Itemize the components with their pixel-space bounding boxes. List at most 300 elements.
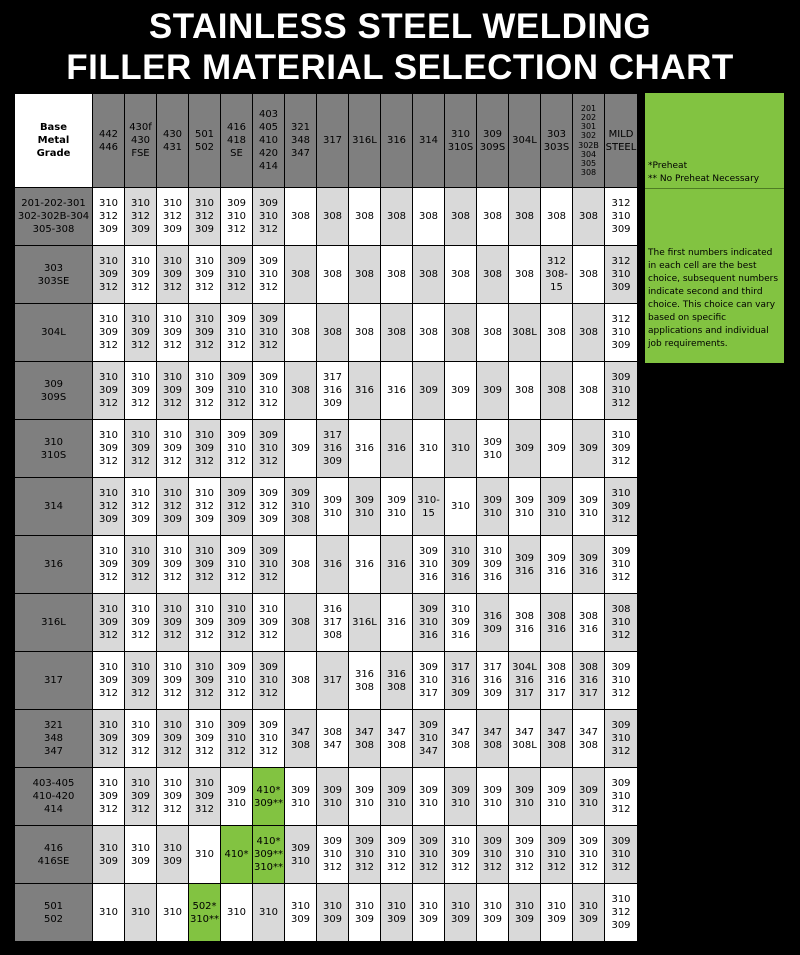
- filler-cell: [413, 246, 445, 304]
- filler-cell: [349, 362, 381, 420]
- filler-choice: 310: [514, 849, 535, 860]
- column-header-line: 308: [580, 168, 597, 178]
- filler-choice: 312: [258, 630, 279, 641]
- filler-choice: 312: [611, 514, 631, 525]
- filler-choice: 310: [450, 443, 471, 454]
- filler-cell: [285, 826, 317, 884]
- filler-cell: [605, 478, 638, 536]
- filler-choice: 312: [98, 630, 119, 641]
- filler-choice: 310: [386, 849, 407, 860]
- filler-choice: 309: [290, 842, 311, 854]
- filler-choice: 309: [386, 494, 407, 506]
- filler-cell: [285, 420, 317, 478]
- filler-cell: [413, 362, 445, 420]
- row-header-line: 321: [43, 720, 64, 731]
- filler-choice: 347: [354, 726, 375, 738]
- filler-choice: 310: [611, 327, 631, 338]
- filler-cell: [509, 478, 541, 536]
- filler-choice: 310: [162, 488, 183, 499]
- filler-cell: [189, 768, 221, 826]
- filler-cell: [157, 362, 189, 420]
- filler-choice: 310: [258, 604, 279, 615]
- column-header-line: 502: [194, 141, 215, 153]
- filler-cell: [445, 768, 477, 826]
- column-header: [573, 94, 605, 188]
- filler-choice: 316: [386, 617, 407, 628]
- filler-choice: 309: [258, 314, 279, 325]
- filler-choice: 310: [578, 900, 599, 912]
- filler-cell: [605, 768, 638, 826]
- filler-choice: 309: [354, 836, 375, 847]
- column-header-line: 201: [580, 103, 597, 113]
- filler-choice: 309: [130, 733, 151, 744]
- filler-choice: 309: [578, 552, 599, 564]
- row-header: [15, 768, 93, 826]
- filler-choice: 310: [578, 797, 599, 809]
- filler-choice: 310: [611, 733, 631, 744]
- filler-choice: 310: [258, 327, 279, 338]
- filler-cell: [605, 246, 638, 304]
- filler-choice: 312: [194, 211, 215, 222]
- filler-choice: 310: [130, 314, 151, 325]
- filler-choice: 310: [322, 507, 343, 519]
- filler-choice: 309: [611, 224, 631, 235]
- filler-cell: [413, 478, 445, 536]
- filler-cell: [477, 188, 509, 246]
- filler-choice: 310: [194, 849, 215, 860]
- column-header: [541, 94, 573, 188]
- filler-choice: 310: [130, 907, 151, 918]
- filler-choice: 310: [578, 849, 599, 860]
- filler-cell: [413, 536, 445, 594]
- filler-choice: 312: [98, 688, 119, 699]
- filler-cell: [285, 884, 317, 942]
- filler-cell: [93, 536, 125, 594]
- filler-choice: 312: [194, 804, 215, 815]
- filler-choice: 316: [354, 668, 375, 680]
- filler-cell: [381, 826, 413, 884]
- filler-choice: 310: [546, 797, 567, 809]
- filler-choice: 308: [546, 327, 567, 338]
- filler-cell: [125, 594, 157, 652]
- filler-cell: [285, 304, 317, 362]
- filler-choice: 310: [611, 791, 631, 802]
- filler-choice: 309: [418, 836, 439, 847]
- filler-cell: [477, 768, 509, 826]
- filler-cell: [573, 478, 605, 536]
- filler-cell: [509, 188, 541, 246]
- filler-choice: 309: [611, 662, 631, 673]
- filler-choice: 308: [514, 610, 535, 622]
- filler-choice: 310: [290, 501, 311, 512]
- filler-choice: 308: [450, 739, 471, 751]
- column-header: [189, 94, 221, 188]
- filler-choice: 309: [258, 514, 279, 525]
- filler-choice: 308: [290, 675, 311, 686]
- filler-choice: 309: [98, 675, 119, 686]
- filler-cell: [541, 536, 573, 594]
- filler-choice: 310: [386, 797, 407, 809]
- filler-choice: 312: [130, 688, 151, 699]
- filler-choice: 309: [162, 443, 183, 454]
- table-row: [15, 478, 638, 536]
- filler-choice: 309: [354, 784, 375, 796]
- filler-choice: 309: [546, 913, 567, 925]
- filler-cell: [413, 652, 445, 710]
- column-header-line: 302B: [578, 140, 599, 150]
- filler-choice: 309: [322, 494, 343, 506]
- filler-cell: [157, 768, 189, 826]
- filler-cell: [381, 188, 413, 246]
- filler-choice: 309: [418, 604, 439, 615]
- filler-cell: [445, 246, 477, 304]
- filler-choice: 312: [226, 746, 247, 757]
- filler-cell: [445, 478, 477, 536]
- filler-choice: 316: [354, 385, 375, 396]
- filler-choice: 347: [514, 726, 535, 738]
- filler-choice: 309: [98, 327, 119, 338]
- column-header-line: 347: [290, 148, 311, 159]
- filler-choice: 308: [578, 610, 599, 622]
- filler-cell: [93, 710, 125, 768]
- filler-choice: 309: [418, 784, 439, 796]
- filler-choice: 310: [130, 198, 151, 209]
- filler-cell: [541, 478, 573, 536]
- filler-cell: [413, 188, 445, 246]
- row-header: [15, 536, 93, 594]
- filler-cell: [285, 188, 317, 246]
- row-header-line: 310S: [40, 449, 67, 461]
- filler-cell: [477, 362, 509, 420]
- filler-choice: 316: [578, 565, 599, 577]
- filler-cell: [125, 188, 157, 246]
- table-row: [15, 652, 638, 710]
- filler-cell: [221, 536, 253, 594]
- filler-choice: 310: [450, 604, 471, 615]
- filler-choice: 308: [290, 739, 311, 751]
- filler-choice: 310: [194, 198, 215, 209]
- column-header-line: 430f: [129, 122, 152, 133]
- filler-choice: 308: [514, 211, 535, 222]
- filler-choice: 347: [450, 726, 471, 738]
- column-header: [157, 94, 189, 188]
- filler-cell: [253, 710, 285, 768]
- filler-choice: 310**: [189, 913, 220, 925]
- column-header-line: 420: [258, 148, 279, 159]
- filler-choice: 310: [130, 546, 151, 557]
- table-row: [15, 826, 638, 884]
- row-header-line: 410-420: [32, 791, 75, 802]
- filler-choice: 309: [162, 617, 183, 628]
- filler-choice: 308: [354, 211, 375, 222]
- filler-choice: 309: [98, 443, 119, 454]
- filler-choice: 312: [258, 501, 279, 512]
- filler-cell: [413, 884, 445, 942]
- chart-title: [0, 6, 800, 88]
- column-header-line: 305: [580, 158, 597, 168]
- filler-choice: 410*: [256, 784, 281, 796]
- filler-choice: 312: [611, 198, 631, 209]
- filler-choice: 308: [482, 739, 503, 751]
- filler-choice: 308: [354, 681, 375, 693]
- filler-choice: 308: [322, 630, 343, 641]
- column-header: [413, 94, 445, 188]
- column-header-line: 430: [130, 135, 151, 146]
- filler-choice: 308L: [512, 327, 537, 338]
- row-header: [15, 826, 93, 884]
- filler-cell: [445, 188, 477, 246]
- filler-cell: [605, 304, 638, 362]
- filler-choice: 309: [418, 546, 439, 557]
- filler-choice: 310: [611, 488, 631, 499]
- filler-choice: 316: [578, 623, 599, 635]
- filler-choice: 310: [322, 849, 343, 860]
- filler-choice: 309: [162, 224, 183, 235]
- filler-cell: [413, 594, 445, 652]
- filler-choice: 309: [611, 372, 631, 383]
- filler-choice: 309: [322, 836, 343, 847]
- filler-choice: 312: [162, 746, 183, 757]
- corner-label-line: Metal: [37, 135, 70, 146]
- filler-choice: 309: [98, 385, 119, 396]
- filler-choice: 310: [226, 559, 247, 570]
- filler-choice: 310: [482, 507, 503, 519]
- filler-choice: 308: [578, 211, 599, 222]
- filler-cell: [413, 420, 445, 478]
- filler-cell: [349, 246, 381, 304]
- filler-choice: 310: [98, 546, 119, 557]
- filler-choice: 310: [162, 372, 183, 383]
- filler-cell: [125, 710, 157, 768]
- filler-choice: 312: [482, 862, 503, 873]
- filler-choice: 308: [290, 211, 311, 222]
- filler-choice: 309: [611, 720, 631, 731]
- filler-cell: [221, 884, 253, 942]
- column-header-line: STEEL: [605, 141, 637, 153]
- filler-cell: [381, 768, 413, 826]
- filler-cell: [125, 536, 157, 594]
- filler-choice: 308: [418, 327, 439, 338]
- filler-choice: 309: [98, 514, 119, 525]
- row-header: [15, 478, 93, 536]
- filler-choice: 309: [98, 733, 119, 744]
- filler-choice: 312: [98, 398, 119, 409]
- filler-choice: 309: [578, 913, 599, 925]
- filler-choice: 310: [354, 507, 375, 519]
- filler-choice: 312: [194, 340, 215, 351]
- filler-choice: 312: [130, 456, 151, 467]
- filler-choice: 312: [611, 256, 631, 267]
- filler-choice: 310: [322, 900, 343, 912]
- filler-choice: 312: [611, 746, 631, 757]
- filler-cell: [93, 246, 125, 304]
- filler-choice: 316: [450, 675, 471, 686]
- filler-choice: 312: [98, 211, 119, 222]
- filler-choice: 310: [130, 842, 151, 854]
- filler-choice: 309: [98, 224, 119, 235]
- row-header: [15, 594, 93, 652]
- filler-choice: 310: [162, 842, 183, 854]
- filler-cell: [285, 246, 317, 304]
- column-header-line: 403: [258, 109, 279, 120]
- filler-cell: [573, 188, 605, 246]
- filler-choice: 312: [611, 862, 631, 873]
- filler-choice: 312: [194, 456, 215, 467]
- filler-choice: 310: [258, 211, 279, 222]
- filler-choice: 310: [162, 314, 183, 325]
- filler-choice: 308-15: [545, 269, 568, 293]
- filler-choice: 309: [226, 514, 247, 525]
- filler-cell: [381, 362, 413, 420]
- filler-cell: [541, 768, 573, 826]
- filler-choice: 309: [194, 733, 215, 744]
- corner-label-line: Base: [39, 122, 68, 133]
- filler-choice: 309**: [253, 849, 284, 860]
- filler-cell: [381, 652, 413, 710]
- column-header: [445, 94, 477, 188]
- filler-cell: [317, 304, 349, 362]
- table-row: [15, 304, 638, 362]
- filler-choice: 312: [226, 340, 247, 351]
- filler-cell: [509, 594, 541, 652]
- filler-cell: [221, 246, 253, 304]
- filler-choice: 309: [226, 372, 247, 383]
- row-header-line: 501: [43, 900, 64, 912]
- filler-choice: 309: [226, 784, 247, 796]
- filler-choice: 309: [130, 791, 151, 802]
- filler-cell: [157, 478, 189, 536]
- filler-choice: 310: [226, 327, 247, 338]
- filler-cell: [221, 768, 253, 826]
- filler-cell: [605, 652, 638, 710]
- filler-cell: [189, 362, 221, 420]
- filler-cell: [253, 884, 285, 942]
- filler-cell: [157, 304, 189, 362]
- column-header: [477, 94, 509, 188]
- filler-cell: [509, 246, 541, 304]
- column-header-line: 430: [162, 128, 183, 140]
- filler-cell: [509, 536, 541, 594]
- filler-cell: [157, 594, 189, 652]
- row-header: [15, 188, 93, 246]
- filler-choice: 312: [611, 314, 631, 325]
- filler-choice: 316: [386, 385, 407, 396]
- filler-choice: 309: [546, 552, 567, 564]
- filler-choice: 309: [98, 559, 119, 570]
- filler-choice: 309: [482, 623, 503, 635]
- filler-choice: 309: [611, 920, 631, 931]
- filler-choice: 312: [130, 804, 151, 815]
- filler-choice: 312: [162, 804, 183, 815]
- filler-choice: 310: [450, 546, 471, 557]
- filler-choice: 347: [418, 746, 439, 757]
- filler-choice: 312: [194, 746, 215, 757]
- legend-divider: [645, 188, 784, 189]
- filler-choice: 309: [162, 327, 183, 338]
- filler-choice: 309: [194, 791, 215, 802]
- row-header: [15, 652, 93, 710]
- filler-cell: [541, 826, 573, 884]
- filler-choice: 310: [130, 778, 151, 789]
- filler-cell: [189, 420, 221, 478]
- filler-cell: [541, 362, 573, 420]
- filler-cell: [157, 536, 189, 594]
- filler-choice: 310: [162, 720, 183, 731]
- filler-cell: [509, 304, 541, 362]
- filler-choice: 308: [514, 269, 535, 280]
- filler-choice: 310: [418, 797, 439, 809]
- filler-cell: [317, 594, 349, 652]
- filler-choice: 308: [546, 385, 567, 396]
- filler-choice: 312: [130, 211, 151, 222]
- filler-cell: [157, 246, 189, 304]
- filler-cell: [221, 478, 253, 536]
- filler-cell: [605, 826, 638, 884]
- filler-cell: [573, 536, 605, 594]
- filler-cell: [541, 188, 573, 246]
- filler-choice: 312: [162, 501, 183, 512]
- filler-choice: 309: [514, 494, 535, 506]
- filler-choice: 309: [578, 443, 599, 454]
- filler-cell: [125, 304, 157, 362]
- row-header: [15, 362, 93, 420]
- filler-choice: 309: [130, 675, 151, 686]
- filler-cell: [509, 362, 541, 420]
- filler-choice: 309: [514, 443, 535, 454]
- filler-choice: 309: [386, 913, 407, 925]
- legend-notes: [648, 160, 759, 186]
- filler-cell: [189, 478, 221, 536]
- filler-choice: 310: [226, 443, 247, 454]
- table-row: [15, 768, 638, 826]
- row-header-line: 303SE: [37, 275, 70, 287]
- filler-choice: 312: [226, 630, 247, 641]
- filler-choice: 310: [226, 907, 247, 918]
- filler-choice: 310: [450, 501, 471, 512]
- filler-choice: 312: [611, 456, 631, 467]
- filler-choice: 316: [514, 675, 535, 686]
- column-header-line: 314: [418, 135, 439, 146]
- filler-choice: 310: [98, 720, 119, 731]
- filler-choice: 310: [130, 488, 151, 499]
- filler-choice: 310: [258, 559, 279, 570]
- filler-choice: 309: [482, 836, 503, 847]
- filler-choice: 312: [130, 340, 151, 351]
- filler-cell: [381, 478, 413, 536]
- filler-choice: 347: [290, 726, 311, 738]
- filler-choice: 309: [98, 617, 119, 628]
- filler-choice: 308: [578, 327, 599, 338]
- filler-choice: 310: [482, 546, 503, 557]
- filler-cell: [189, 652, 221, 710]
- filler-choice: 317: [418, 688, 439, 699]
- filler-choice: 310: [354, 900, 375, 912]
- filler-choice: 312: [611, 630, 631, 641]
- filler-choice: 308: [322, 726, 343, 738]
- filler-cell: [253, 652, 285, 710]
- table-row: [15, 246, 638, 304]
- filler-choice: 310: [98, 842, 119, 854]
- filler-cell: [93, 768, 125, 826]
- column-header-line: 316L: [352, 135, 377, 146]
- filler-choice: 316: [450, 630, 471, 641]
- filler-cell: [285, 652, 317, 710]
- filler-choice: 308: [290, 385, 311, 396]
- filler-choice: 308: [514, 385, 535, 396]
- filler-cell: [285, 768, 317, 826]
- filler-choice: 308: [418, 269, 439, 280]
- filler-cell: [445, 420, 477, 478]
